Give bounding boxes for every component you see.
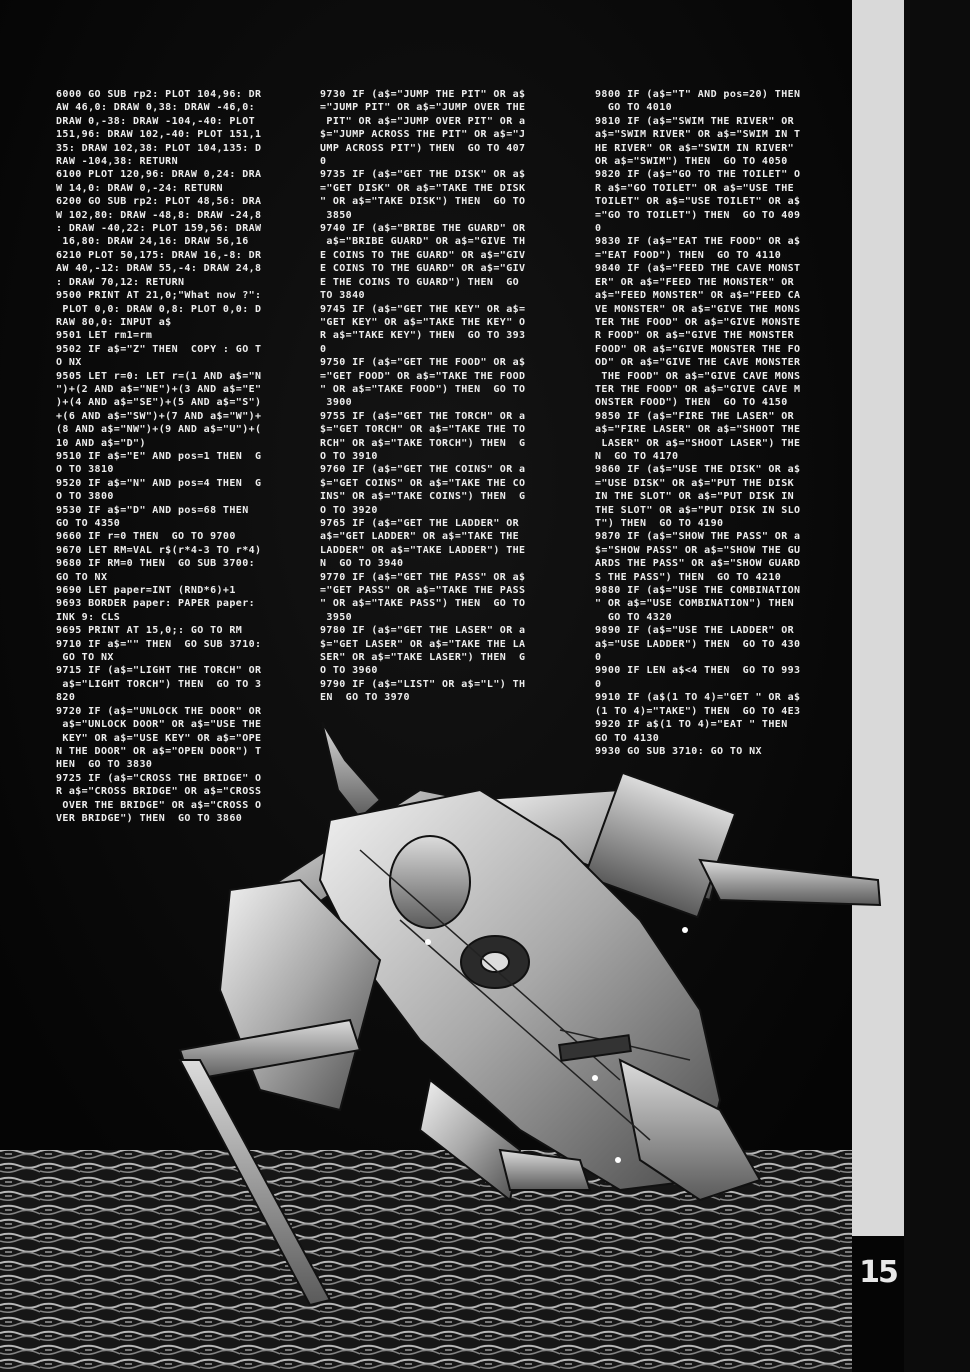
code-line: a$="LIGHT TORCH") THEN GO TO 3 (56, 678, 262, 690)
page-number: 15 (859, 1254, 897, 1290)
code-line: ="GET PASS" OR a$="TAKE THE PASS (320, 585, 526, 597)
code-line: a$="GET LADDER" OR a$="TAKE THE (320, 531, 520, 543)
code-line: $="GET COINS" OR a$="TAKE THE CO (320, 477, 526, 489)
code-line: GO TO 4010 (595, 102, 673, 114)
code-line: THE FOOD" OR a$="GIVE CAVE MONS (595, 370, 801, 382)
code-line: 9500 PRINT AT 21,0;"What now ?": (56, 290, 262, 302)
code-line: 0 (320, 156, 327, 168)
code-line: 9910 IF (a$(1 TO 4)="GET " OR a$ (595, 692, 801, 704)
code-line: 9765 IF (a$="GET THE LADDER" OR (320, 518, 520, 529)
code-line: 9501 LET rm1=rm (56, 330, 153, 342)
code-line: ="JUMP PIT" OR a$="JUMP OVER THE (320, 102, 526, 114)
code-line: R a$="GO TOILET" OR a$="USE THE (595, 182, 795, 194)
code-line: 9740 IF (a$="BRIBE THE GUARD" OR (320, 223, 526, 235)
code-line: TER THE FOOD" OR a$="GIVE CAVE M (595, 383, 801, 395)
code-line: 10 AND a$="D") (56, 437, 146, 449)
code-line: 9830 IF (a$="EAT THE FOOD" OR a$ (595, 236, 801, 248)
code-line: OD" OR a$="GIVE THE CAVE MONSTER (595, 357, 801, 369)
code-line: 9930 GO SUB 3710: GO TO NX (595, 745, 762, 757)
code-line: 9900 IF LEN a$<4 THEN GO TO 993 (595, 665, 801, 677)
code-line: 9690 LET paper=INT (RND*6)+1 (56, 585, 236, 597)
listing-column-3 (595, 88, 845, 758)
code-line: EN GO TO 3970 (320, 692, 410, 704)
code-line: 9715 IF (a$="LIGHT THE TORCH" OR (56, 665, 262, 677)
code-line: UMP ACROSS PIT") THEN GO TO 407 (320, 142, 526, 154)
code-line: $="JUMP ACROSS THE PIT" OR a$="J (320, 129, 526, 141)
code-line: 9510 IF a$="E" AND pos=1 THEN G (56, 450, 262, 462)
code-line: DRAW 0,-38: DRAW -104,-40: PLOT (56, 115, 256, 127)
code-line: E COINS TO THE GUARD" OR a$="GIV (320, 263, 526, 275)
code-line: 0 (595, 223, 602, 235)
right-margin (904, 0, 970, 1372)
code-line: N THE DOOR" OR a$="OPEN DOOR") T (56, 745, 262, 757)
code-line: R a$="CROSS BRIDGE" OR a$="CROSS (56, 786, 262, 798)
code-line: 9850 IF (a$="FIRE THE LASER" OR (595, 410, 795, 422)
code-line: 0 (320, 343, 327, 355)
code-line: 9670 LET RM=VAL r$(r*4-3 TO r*4) (56, 544, 262, 556)
code-line: 6000 GO SUB rp2: PLOT 104,96: DR (56, 89, 262, 100)
code-line: 9745 IF (a$="GET THE KEY" OR a$= (320, 303, 526, 315)
code-line: O TO 3810 (56, 464, 114, 476)
code-line: 9840 IF (a$="FEED THE CAVE MONST (595, 263, 801, 275)
code-line: )+(4 AND a$="SE")+(5 AND a$="S") (56, 397, 262, 409)
code-line: FOOD" OR a$="GIVE MONSTER THE FO (595, 343, 801, 355)
code-line: HE RIVER" OR a$="SWIM IN RIVER" (595, 142, 795, 154)
code-line: THE SLOT" OR a$="PUT DISK IN SLO (595, 504, 801, 516)
code-line: 9860 IF (a$="USE THE DISK" OR a$ (595, 464, 801, 476)
code-line: 9760 IF (a$="GET THE COINS" OR a (320, 464, 526, 476)
code-line: KEY" OR a$="USE KEY" OR a$="OPE (56, 732, 262, 744)
code-line: a$="SWIM RIVER" OR a$="SWIM IN T (595, 129, 801, 141)
code-line: GO TO 4130 (595, 732, 660, 744)
code-line: 35: DRAW 102,38: PLOT 104,135: D (56, 142, 262, 154)
code-line: 6200 GO SUB rp2: PLOT 48,56: DRA (56, 196, 262, 208)
code-line: 9810 IF (a$="SWIM THE RIVER" OR (595, 115, 795, 127)
code-line: E THE COINS TO GUARD") THEN GO (320, 276, 520, 288)
code-line: 9920 IF a$(1 TO 4)="EAT " THEN (595, 719, 788, 731)
code-line: 9790 IF (a$="LIST" OR a$="L") TH (320, 678, 526, 690)
code-line: 3850 (320, 209, 353, 221)
code-line: " OR a$="TAKE DISK") THEN GO TO (320, 196, 526, 208)
code-line: RAW -104,38: RETURN (56, 156, 178, 168)
code-line: O TO 3910 (320, 450, 378, 462)
code-line: INS" OR a$="TAKE COINS") THEN G (320, 491, 526, 503)
code-line: TOILET" OR a$="USE TOILET" OR a$ (595, 196, 801, 208)
code-line: W 14,0: DRAW 0,-24: RETURN (56, 182, 223, 194)
code-line: LADDER" OR a$="TAKE LADDER") THE (320, 544, 526, 556)
code-line: ER" OR a$="FEED THE MONSTER" OR (595, 276, 795, 288)
code-line: N GO TO 4170 (595, 450, 679, 462)
code-line: 9870 IF (a$="SHOW THE PASS" OR a (595, 531, 801, 543)
code-line: 9735 IF (a$="GET THE DISK" OR a$ (320, 169, 526, 181)
code-line: 9890 IF (a$="USE THE LADDER" OR (595, 625, 795, 637)
code-line: 9780 IF (a$="GET THE LASER" OR a (320, 625, 526, 637)
code-line: OR a$="SWIM") THEN GO TO 4050 (595, 156, 788, 168)
code-line: a$="FEED MONSTER" OR a$="FEED CA (595, 290, 801, 302)
code-line: (8 AND a$="NW")+(9 AND a$="U")+( (56, 424, 262, 436)
code-line: 9800 IF (a$="T" AND pos=20) THEN (595, 89, 801, 100)
code-line: VER BRIDGE") THEN GO TO 3860 (56, 812, 243, 824)
code-line: 9880 IF (a$="USE THE COMBINATION (595, 585, 801, 597)
code-line: PIT" OR a$="JUMP OVER PIT" OR a (320, 115, 526, 127)
code-line: (1 TO 4)="TAKE") THEN GO TO 4E3 (595, 705, 801, 717)
code-line: 0 (595, 678, 602, 690)
code-line: T") THEN GO TO 4190 (595, 518, 724, 529)
code-line: GO TO NX (56, 571, 108, 583)
code-line: "GET KEY" OR a$="TAKE THE KEY" O (320, 316, 526, 328)
code-line: " OR a$="TAKE FOOD") THEN GO TO (320, 383, 526, 395)
code-line: O TO 3920 (320, 504, 378, 516)
code-line: 9770 IF (a$="GET THE PASS" OR a$ (320, 571, 526, 583)
code-line: AW 40,-12: DRAW 55,-4: DRAW 24,8 (56, 263, 262, 275)
code-line: 9680 IF RM=0 THEN GO SUB 3700: (56, 558, 256, 570)
code-line: 3950 (320, 611, 353, 623)
code-line: ="GET DISK" OR a$="TAKE THE DISK (320, 182, 526, 194)
code-line: a$="USE LADDER") THEN GO TO 430 (595, 638, 801, 650)
code-line: +(6 AND a$="SW")+(7 AND a$="W")+ (56, 410, 262, 422)
code-line: O NX (56, 357, 82, 369)
code-line: PLOT 0,0: DRAW 0,8: PLOT 0,0: D (56, 303, 262, 315)
code-line: ="GET FOOD" OR a$="TAKE THE FOOD (320, 370, 526, 382)
code-line: ="EAT FOOD") THEN GO TO 4110 (595, 249, 782, 261)
code-line: " OR a$="USE COMBINATION") THEN (595, 598, 795, 610)
code-line: GO TO 4320 (595, 611, 673, 623)
code-line: a$="UNLOCK DOOR" OR a$="USE THE (56, 719, 262, 731)
code-line: 9530 IF a$="D" AND pos=68 THEN (56, 504, 249, 516)
code-line: S THE PASS") THEN GO TO 4210 (595, 571, 782, 583)
code-line: 9820 IF (a$="GO TO THE TOILET" O (595, 169, 801, 181)
code-line: : DRAW -40,22: PLOT 159,56: DRAW (56, 223, 262, 235)
code-line: : DRAW 70,12: RETURN (56, 276, 185, 288)
spaceship-illustration (0, 700, 904, 1372)
code-line: E COINS TO THE GUARD" OR a$="GIV (320, 249, 526, 261)
code-line: GO TO 4350 (56, 518, 121, 529)
code-line: $="SHOW PASS" OR a$="SHOW THE GU (595, 544, 801, 556)
code-line: INK 9: CLS (56, 611, 121, 623)
code-line: 151,96: DRAW 102,-40: PLOT 151,1 (56, 129, 262, 141)
code-line: ="GO TO TOILET") THEN GO TO 409 (595, 209, 801, 221)
code-line: 9725 IF (a$="CROSS THE BRIDGE" O (56, 772, 262, 784)
code-line: 9720 IF (a$="UNLOCK THE DOOR" OR (56, 705, 262, 717)
code-line: AW 46,0: DRAW 0,38: DRAW -46,0: (56, 102, 256, 114)
code-line: " OR a$="TAKE PASS") THEN GO TO (320, 598, 526, 610)
code-line: SER" OR a$="TAKE LASER") THEN G (320, 652, 526, 664)
code-line: O TO 3800 (56, 491, 114, 503)
code-line: 6210 PLOT 50,175: DRAW 16,-8: DR (56, 249, 262, 261)
code-line: 6100 PLOT 120,96: DRAW 0,24: DRA (56, 169, 262, 181)
code-line: O TO 3960 (320, 665, 378, 677)
code-line: 9520 IF a$="N" AND pos=4 THEN G (56, 477, 262, 489)
code-line: IN THE SLOT" OR a$="PUT DISK IN (595, 491, 795, 503)
code-line: VE MONSTER" OR a$="GIVE THE MONS (595, 303, 801, 315)
code-line: ARDS THE PASS" OR a$="SHOW GUARD (595, 558, 801, 570)
code-line: 9750 IF (a$="GET THE FOOD" OR a$ (320, 357, 526, 369)
code-line: 9695 PRINT AT 15,0;: GO TO RM (56, 625, 243, 637)
listing-column-2 (320, 88, 572, 705)
code-line: OVER THE BRIDGE" OR a$="CROSS O (56, 799, 262, 811)
code-line: R FOOD" OR a$="GIVE THE MONSTER (595, 330, 795, 342)
code-line: N GO TO 3940 (320, 558, 404, 570)
code-line: TO 3840 (320, 290, 365, 302)
code-line: W 102,80: DRAW -48,8: DRAW -24,8 (56, 209, 262, 221)
code-line: 9710 IF a$="" THEN GO SUB 3710: (56, 638, 262, 650)
code-line: 820 (56, 692, 76, 704)
code-line: ")+(2 AND a$="NE")+(3 AND a$="E" (56, 383, 262, 395)
code-line: LASER" OR a$="SHOOT LASER") THE (595, 437, 801, 449)
code-line: 9505 LET r=0: LET r=(1 AND a$="N (56, 370, 262, 382)
code-line: 3900 (320, 397, 353, 409)
code-line: a$="FIRE LASER" OR a$="SHOOT THE (595, 424, 801, 436)
code-line: HEN GO TO 3830 (56, 759, 153, 771)
code-line: 16,80: DRAW 24,16: DRAW 56,16 (56, 236, 249, 248)
code-line: R a$="TAKE KEY") THEN GO TO 393 (320, 330, 526, 342)
code-line: a$="BRIBE GUARD" OR a$="GIVE TH (320, 236, 526, 248)
code-line: RAW 80,0: INPUT a$ (56, 316, 172, 328)
code-line: ="USE DISK" OR a$="PUT THE DISK (595, 477, 795, 489)
code-line: 9660 IF r=0 THEN GO TO 9700 (56, 531, 236, 543)
code-line: RCH" OR a$="TAKE TORCH") THEN G (320, 437, 526, 449)
code-line: 9755 IF (a$="GET THE TORCH" OR a (320, 410, 526, 422)
code-line: 9693 BORDER paper: PAPER paper: (56, 598, 256, 610)
code-line: $="GET LASER" OR a$="TAKE THE LA (320, 638, 526, 650)
code-line: TER THE FOOD" OR a$="GIVE MONSTE (595, 316, 801, 328)
code-line: 9502 IF a$="Z" THEN COPY : GO T (56, 343, 262, 355)
code-line: $="GET TORCH" OR a$="TAKE THE TO (320, 424, 526, 436)
code-line: 9730 IF (a$="JUMP THE PIT" OR a$ (320, 89, 526, 100)
code-line: ONSTER FOOD") THEN GO TO 4150 (595, 397, 788, 409)
code-line: 0 (595, 652, 602, 664)
code-line: GO TO NX (56, 652, 114, 664)
